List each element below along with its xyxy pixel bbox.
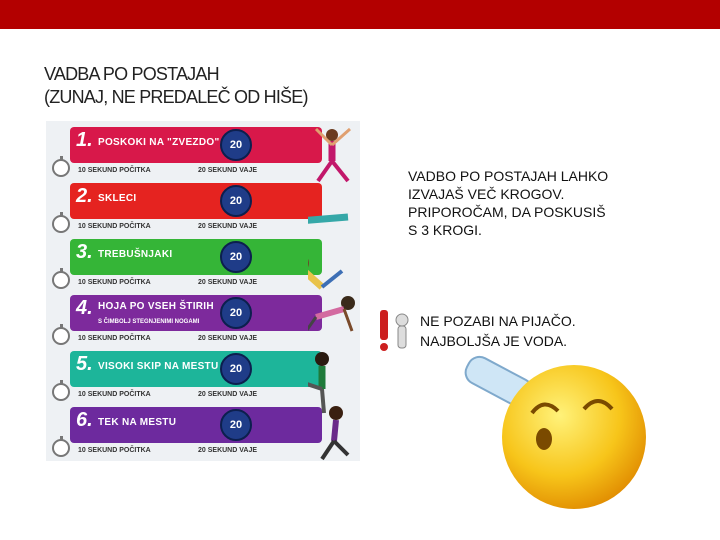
- station-number: 5.: [76, 353, 93, 375]
- reminder-line: NAJBOLJŠA JE VODA.: [420, 333, 568, 349]
- title-line-2: (ZUNAJ, NE PREDALEČ OD HIŠE): [44, 87, 308, 107]
- station-number: 1.: [76, 129, 93, 151]
- rest-label: 10 SEKUND POČITKA: [78, 167, 151, 174]
- stopwatch-icon: [52, 383, 70, 401]
- instructions-line: PRIPOROČAM, DA POSKUSIŠ: [408, 204, 606, 220]
- rest-label: 10 SEKUND POČITKA: [78, 335, 151, 342]
- station-label: TREBUŠNJAKI: [98, 249, 173, 260]
- station-3: [70, 239, 322, 291]
- rest-label: 10 SEKUND POČITKA: [78, 391, 151, 398]
- timer-icon: 20: [220, 241, 252, 273]
- station-label: VISOKI SKIP NA MESTU: [98, 361, 219, 372]
- work-label: 20 SEKUND VAJE: [198, 223, 258, 230]
- title-line-1: VADBA PO POSTAJAH: [44, 64, 219, 84]
- rest-label: 10 SEKUND POČITKA: [78, 223, 151, 230]
- station-sublabel: S ČIMBOLJ STEGNJENIMI NOGAMI: [98, 319, 200, 325]
- work-label: 20 SEKUND VAJE: [198, 391, 258, 398]
- rest-label: 10 SEKUND POČITKA: [78, 279, 151, 286]
- station-number: 6.: [76, 409, 93, 431]
- page-title: [44, 63, 308, 109]
- stopwatch-icon: [52, 327, 70, 345]
- work-label: 20 SEKUND VAJE: [198, 447, 258, 454]
- work-label: 20 SEKUND VAJE: [198, 335, 258, 342]
- station-number: 4.: [76, 297, 93, 319]
- rest-label: 10 SEKUND POČITKA: [78, 447, 151, 454]
- crawl-figure-icon: [308, 296, 355, 337]
- station-2: [70, 183, 322, 235]
- timer-icon: 20: [220, 185, 252, 217]
- timer-icon: 20: [220, 409, 252, 441]
- instructions-text: [408, 167, 608, 239]
- pushup-figure-icon: [308, 210, 348, 235]
- station-4: [70, 295, 322, 347]
- station-number: 3.: [76, 241, 93, 263]
- station-1: [70, 127, 322, 179]
- high-knees-figure-icon: [308, 352, 329, 413]
- work-label: 20 SEKUND VAJE: [198, 279, 258, 286]
- drinking-emoji-icon: [462, 355, 658, 513]
- exclamation-figure-icon: [376, 308, 414, 352]
- work-label: 20 SEKUND VAJE: [198, 167, 258, 174]
- station-label: HOJA PO VSEH ŠTIRIH: [98, 301, 214, 312]
- stopwatch-icon: [52, 215, 70, 233]
- reminder-line: NE POZABI NA PIJAČO.: [420, 313, 576, 329]
- top-red-bar: [0, 0, 720, 29]
- station-6: [70, 407, 322, 459]
- timer-icon: 20: [220, 353, 252, 385]
- instructions-line: S 3 KROGI.: [408, 222, 482, 238]
- hydration-reminder: [420, 311, 576, 351]
- instructions-line: IZVAJAŠ VEČ KROGOV.: [408, 186, 565, 202]
- stopwatch-icon: [52, 159, 70, 177]
- star-jump-figure-icon: [316, 129, 350, 181]
- timer-icon: 20: [220, 297, 252, 329]
- station-label: TEK NA MESTU: [98, 417, 177, 428]
- situp-figure-icon: [308, 254, 342, 287]
- station-label: SKLECI: [98, 193, 137, 204]
- station-label: POSKOKI NA "ZVEZDO": [98, 137, 220, 148]
- stopwatch-icon: [52, 439, 70, 457]
- stopwatch-icon: [52, 271, 70, 289]
- exercise-figures-illustration: [308, 121, 360, 461]
- timer-icon: 20: [220, 129, 252, 161]
- station-infographic: [46, 121, 360, 461]
- station-5: [70, 351, 322, 403]
- instructions-line: VADBO PO POSTAJAH LAHKO: [408, 168, 609, 184]
- running-figure-icon: [322, 406, 348, 459]
- station-number: 2.: [76, 185, 93, 207]
